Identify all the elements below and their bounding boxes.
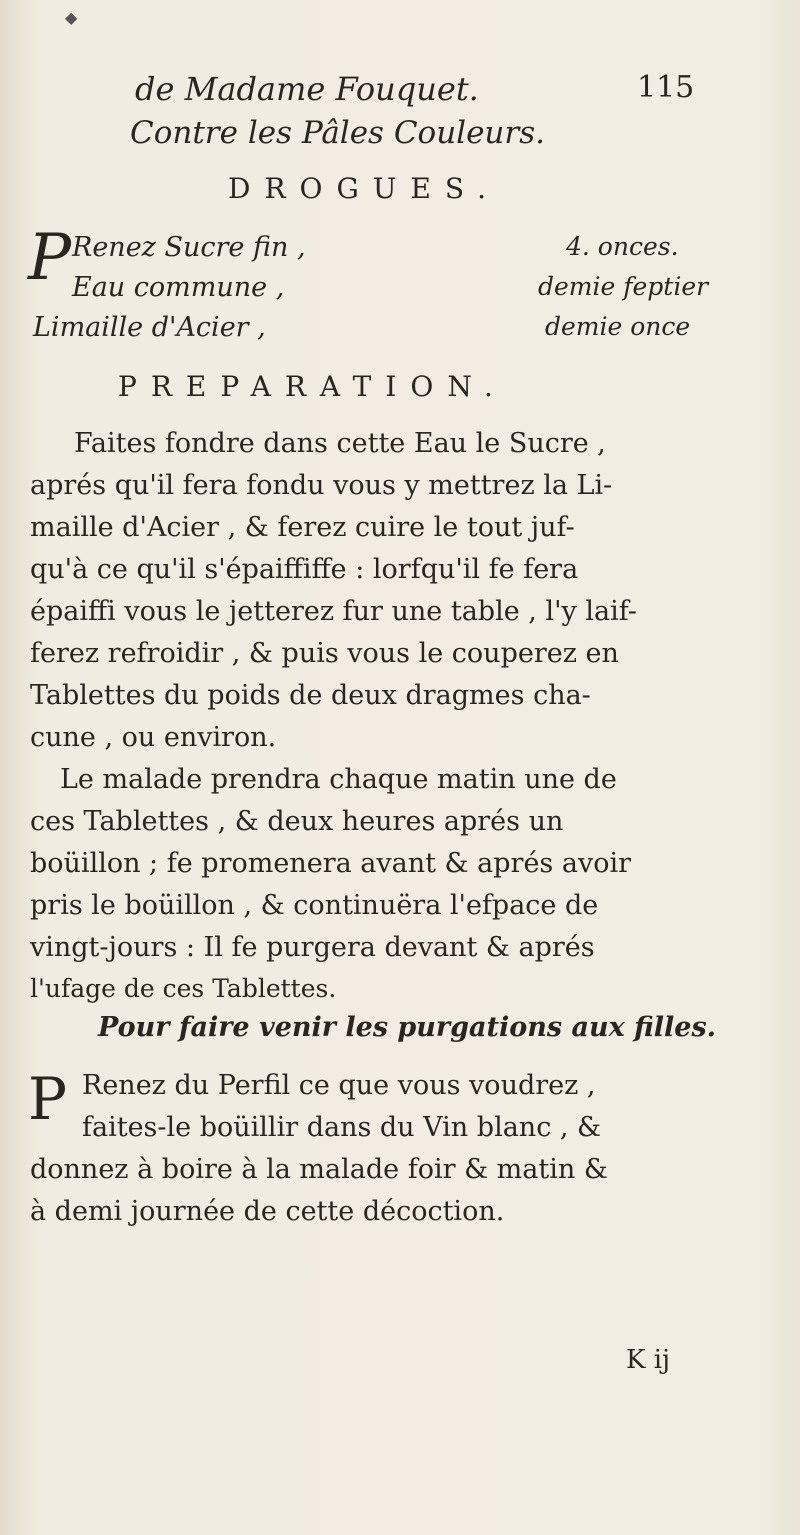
text-line: cune , ou environ. (30, 722, 277, 753)
text-line: Faites fondre dans cette Eau le Sucre , (74, 428, 606, 459)
text-line: l'ufage de ces Tablettes. (30, 974, 337, 1003)
text-line: aprés qu'il fera fondu vous y mettrez la Li- (30, 470, 613, 501)
drop-cap-p: P (28, 221, 72, 295)
text-line: donnez à boire à la malade foir & matin & (30, 1154, 608, 1185)
text-line: ferez refroidir , & puis vous le couperez en (30, 638, 619, 669)
ingredient-name: Renez Sucre fin , (72, 232, 306, 263)
text-line: ces Tablettes , & deux heures aprés un (30, 806, 564, 837)
ingredient-name: Eau commune , (72, 272, 285, 303)
ingredient-quantity: demie once (545, 312, 691, 341)
text-line: Le malade prendra chaque matin une de (60, 764, 617, 795)
ornament-mark: ◆ (65, 8, 78, 27)
drogues-heading: DROGUES. (228, 172, 500, 205)
running-title: de Madame Fouquet. (135, 70, 479, 108)
text-line: à demi journée de cette décoction. (30, 1196, 505, 1227)
ingredient-name: Limaille d'Acier , (33, 312, 266, 343)
text-line: Renez du Perfil ce que vous voudrez , (82, 1070, 596, 1101)
page-number: 115 (637, 70, 695, 105)
text-line: vingt-jours : Il fe purgera devant & aprés (30, 932, 595, 963)
text-line: Tablettes du poids de deux dragmes cha- (30, 680, 591, 711)
text-line: qu'à ce qu'il s'épaiffiffe : lorfqu'il fe fera (30, 554, 579, 585)
drop-cap-p: P (28, 1065, 68, 1133)
text-line: faites-le boüillir dans du Vin blanc , & (82, 1112, 602, 1143)
ingredient-quantity: 4. onces. (566, 232, 679, 261)
second-recipe-heading: Pour faire venir les purgations aux filles. (98, 1012, 717, 1043)
ingredient-quantity: demie feptier (538, 272, 709, 301)
text-line: boüillon ; fe promenera avant & aprés avoir (30, 848, 632, 879)
preparation-heading: PREPARATION. (118, 370, 507, 403)
signature-mark: K ij (626, 1345, 671, 1375)
recipe-title: Contre les Pâles Couleurs. (130, 115, 545, 151)
text-line: maille d'Acier , & ferez cuire le tout juf- (30, 512, 575, 543)
text-line: pris le boüillon , & continuëra l'efpace de (30, 890, 599, 921)
text-line: épaiffi vous le jetterez fur une table , l'y laif- (30, 596, 637, 627)
